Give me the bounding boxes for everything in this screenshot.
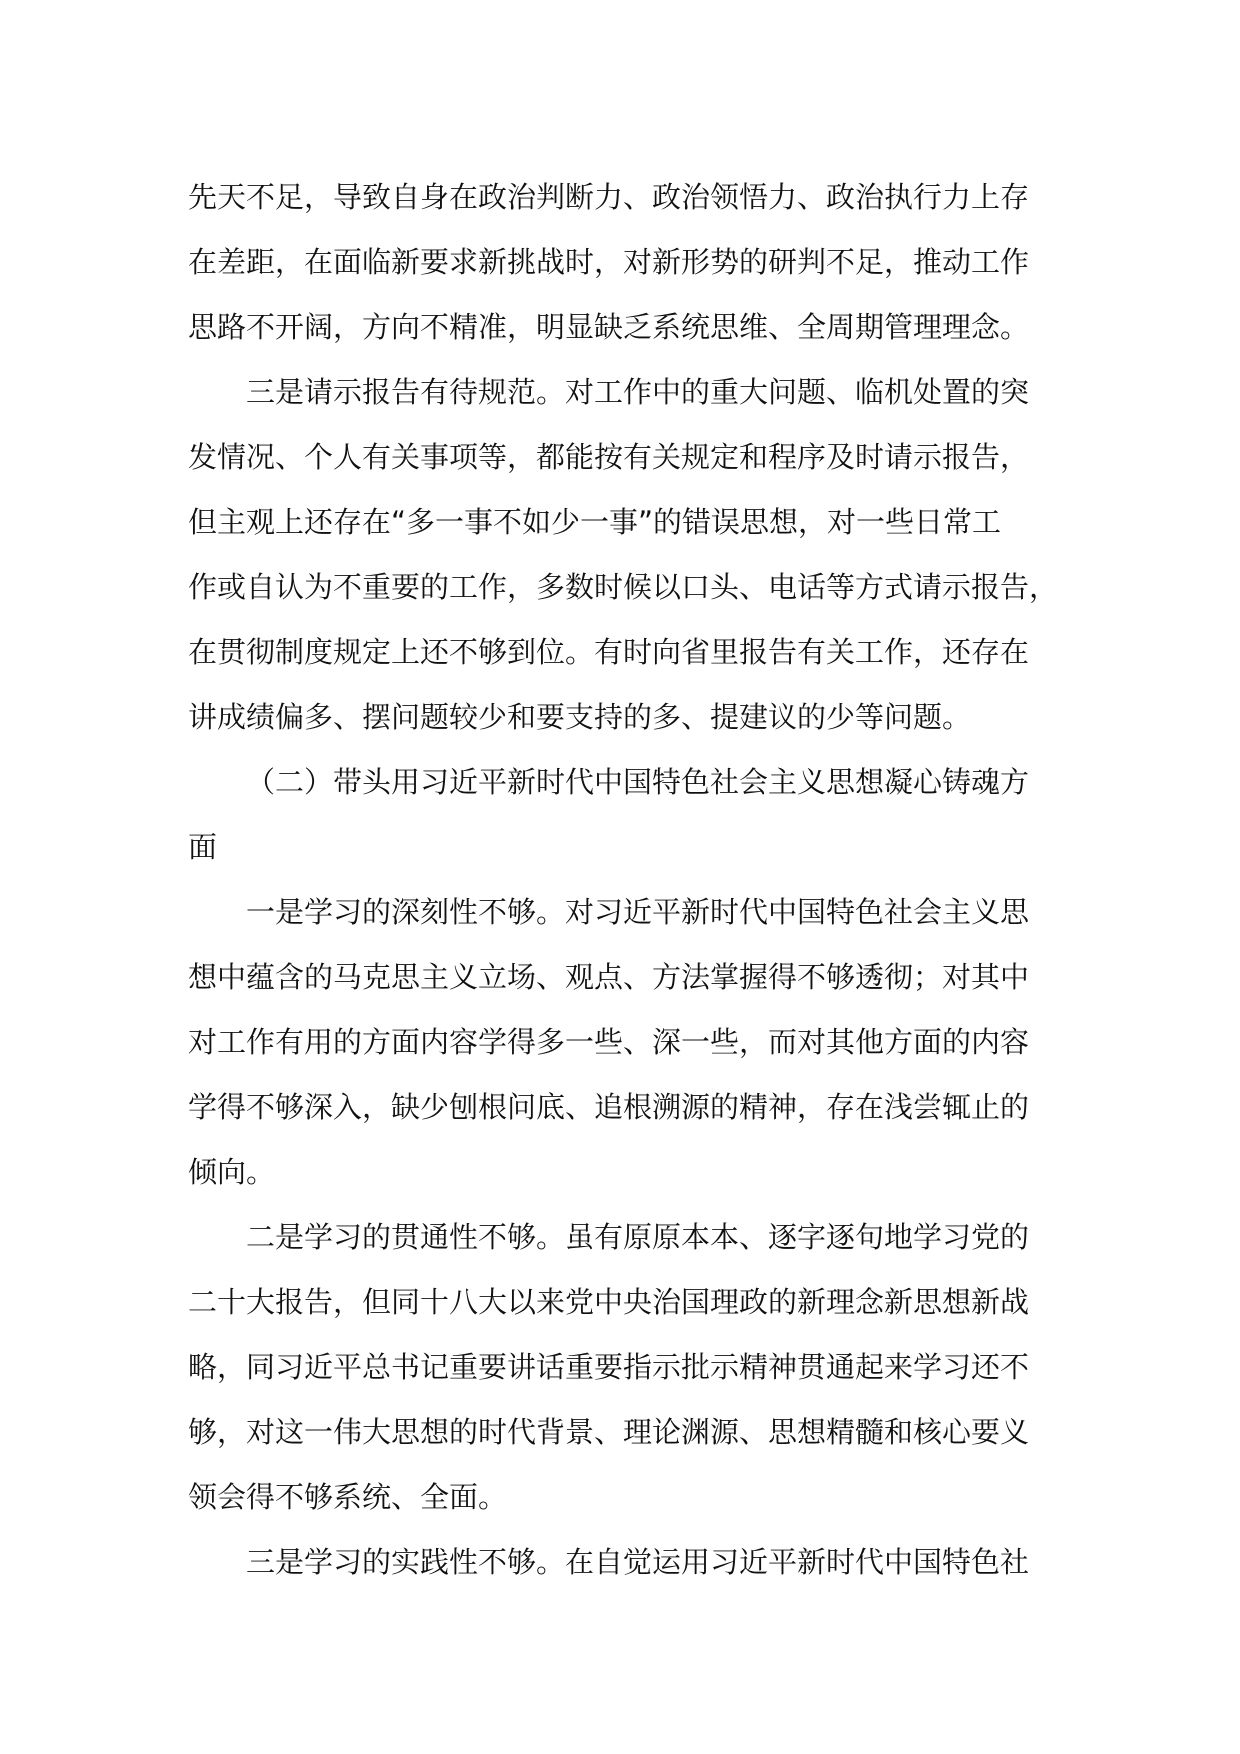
text-line: 但主观上还存在“多一事不如少一事”的错误思想，对一些日常工	[188, 505, 1002, 539]
text-line: 在差距，在面临新要求新挑战时，对新形势的研判不足，推动工作	[188, 245, 1030, 279]
text-line: 对工作有用的方面内容学得多一些、深一些，而对其他方面的内容	[188, 1025, 1030, 1059]
text-line: 发情况、个人有关事项等，都能按有关规定和程序及时请示报告，	[188, 440, 1030, 474]
text-line: 想中蕴含的马克思主义立场、观点、方法掌握得不够透彻；对其中	[188, 960, 1030, 994]
text-line: 面	[188, 830, 218, 864]
text-line: 领会得不够系统、全面。	[188, 1480, 508, 1514]
text-line: 在贯彻制度规定上还不够到位。有时向省里报告有关工作，还存在	[188, 635, 1030, 669]
text-line: 够，对这一伟大思想的时代背景、理论渊源、思想精髓和核心要义	[188, 1415, 1030, 1449]
text-line: 三是请示报告有待规范。对工作中的重大问题、临机处置的突	[246, 375, 1030, 409]
text-line: 一是学习的深刻性不够。对习近平新时代中国特色社会主义思	[246, 895, 1030, 929]
document-body	[188, 165, 1088, 1595]
text-line: 学得不够深入，缺少刨根问底、追根溯源的精神，存在浅尝辄止的	[188, 1090, 1030, 1124]
text-line: 讲成绩偏多、摆问题较少和要支持的多、提建议的少等问题。	[188, 700, 972, 734]
text-line: 二十大报告，但同十八大以来党中央治国理政的新理念新思想新战	[188, 1285, 1030, 1319]
text-line: 先天不足，导致自身在政治判断力、政治领悟力、政治执行力上存	[188, 180, 1030, 214]
text-line: 作或自认为不重要的工作，多数时候以口头、电话等方式请示报告，	[188, 570, 1059, 604]
text-line: 三是学习的实践性不够。在自觉运用习近平新时代中国特色社	[246, 1545, 1030, 1579]
text-line: 二是学习的贯通性不够。虽有原原本本、逐字逐句地学习党的	[246, 1220, 1030, 1254]
text-line: 略，同习近平总书记重要讲话重要指示批示精神贯通起来学习还不	[188, 1350, 1030, 1384]
text-line: （二）带头用习近平新时代中国特色社会主义思想凝心铸魂方	[246, 765, 1030, 799]
text-line: 思路不开阔，方向不精准，明显缺乏系统思维、全周期管理理念。	[188, 310, 1030, 344]
text-line: 倾向。	[188, 1155, 276, 1189]
